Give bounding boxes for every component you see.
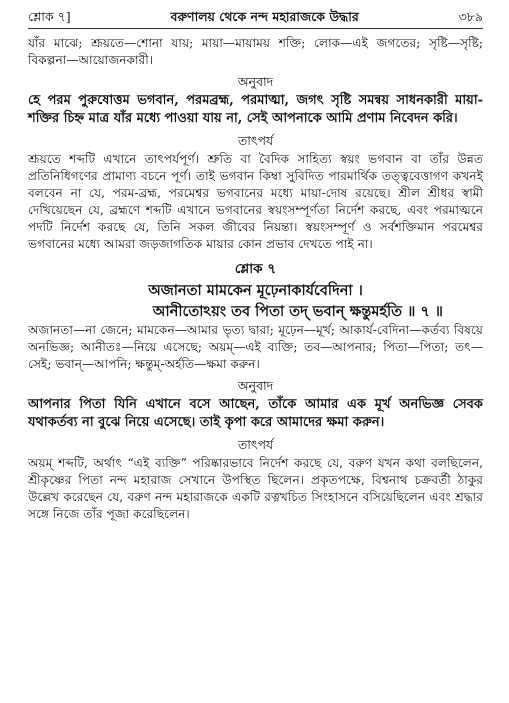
running-header — [28, 8, 483, 29]
translation-heading-2: অনুবাদ — [237, 378, 274, 393]
synonyms-text: অজানতা—না জেনে; মামকেন—আমার ভৃত্য দ্বারা; মূঢ়েন—মূর্খ; আকার্য-বেদিনা—কর্তব্য বিষয়ে অনভিজ্ঞ; আনীতঃ—নিয়ে এসেছে; অয়ম্—এই ব্যক্তি; তব—আপনার; পিতা—পিতা; তৎ—সেই; ভবান্—আপনি; ক্ষন্তুম্-অর্হতি—ক্ষমা করুন। — [28, 323, 483, 371]
verse-number: শ্লোক ৭ — [234, 261, 277, 277]
purport-heading: তাৎপর্য — [237, 133, 274, 148]
verse-line-2: আনীতোঽয়ং তব পিতা তদ্ ভবান্ ক্ষন্তুমর্হতি ॥ ৭ ॥ — [152, 303, 443, 320]
translation-text: হে পরম পুরুষোত্তম ভগবান, পরমব্রহ্ম, পরমাত্মা, জগৎ সৃষ্টি সমন্বয় সাধনকারী মায়া-শক্তির চিহ্ন মাত্র যাঁর মধ্যে পাওয়া যায় না, সেই আপনাকে আমি প্রণাম নিবেদন করি। — [28, 93, 483, 126]
chapter-title: বরুণালয় থেকে নন্দ মহারাজকে উদ্ধার — [170, 9, 359, 24]
chapter-verse-ref: শ্লোক ৭] — [28, 9, 71, 24]
verse-line-1: অজানতা মামকেন মূঢ়েনাকার্যবেদিনা । — [148, 282, 363, 299]
purport-heading-2: তাৎপর্য — [237, 437, 274, 452]
continued-synonyms: যাঁর মাঝে; শ্রূয়তে—শোনা যায়; মায়া—মায়াময় শক্তি; লোক—এই জগতের; সৃষ্টি—সৃষ্টি; বিকল্পনা—আয়োজনকারী। — [28, 36, 483, 67]
purport-text-2: অয়ম্ শব্দটি, অর্থাৎ “এই ব্যক্তি” পরিষ্কারভাবে নির্দেশ করছে যে, বরুণ যখন কথা বলছিলেন, শ্রীকৃষ্ণের পিতা নন্দ মহারাজ সেখানে উপস্থিত ছিলেন। প্রকৃতপক্ষে, বিশ্বনাথ চক্রবর্তী ঠাকুর উল্লেখ করেছেন যে, বরুণ নন্দ মহারাজকে একটি রত্নখচিত সিংহাসনে বসিয়েছিলেন এবং শ্রদ্ধার সঙ্গে নিজে তাঁর পূজা করেছিলেন। — [28, 456, 483, 521]
purport-text: শ্রূয়তে শব্দটি এখানে তাৎপর্যপূর্ণ। শ্রুতি বা বৈদিক সাহিত্য স্বয়ং ভগবান বা তাঁর উন্নত প্রতিনিধিগণের প্রামাণ্য বচনে পূর্ণ। তাই ভগবান কিম্বা সুবিদিত পারমার্থিক তত্ত্ববেত্তাগণ কখনই বলবেন না যে, পরম-ব্রহ্ম, পরমেশ্বর ভগবানের মধ্যে মায়া-দোষ রয়েছে। শ্রীল শ্রীধর স্বামী দেখিয়েছেন যে, ব্রহ্মণে শব্দটি এখানে ভগবানের স্বয়ংসম্পূর্ণতা নির্দেশ করছে, এবং পরমাত্মনে পদটি নির্দেশ করছে যে, তিনি সকল জীবের নিয়ন্তা। স্বয়ংসম্পূর্ণ ও সর্বশক্তিমান পরমেশ্বর ভগবানের মধ্যে আমরা জড়জাগতিক মায়ার কোন প্রভাব দেখতে পাই না। — [28, 152, 483, 251]
translation-heading: অনুবাদ — [237, 74, 274, 89]
page-number: ৩৮৯ — [458, 9, 483, 24]
translation-text-2: আপনার পিতা যিনি এখানে বসে আছেন, তাঁকে আমার এক মূর্খ অনভিজ্ঞ সেবক যথাকর্তব্য না বুঝে নিয়ে এসেছে। তাই কৃপা করে আমাদের ক্ষমা করুন। — [28, 397, 483, 430]
